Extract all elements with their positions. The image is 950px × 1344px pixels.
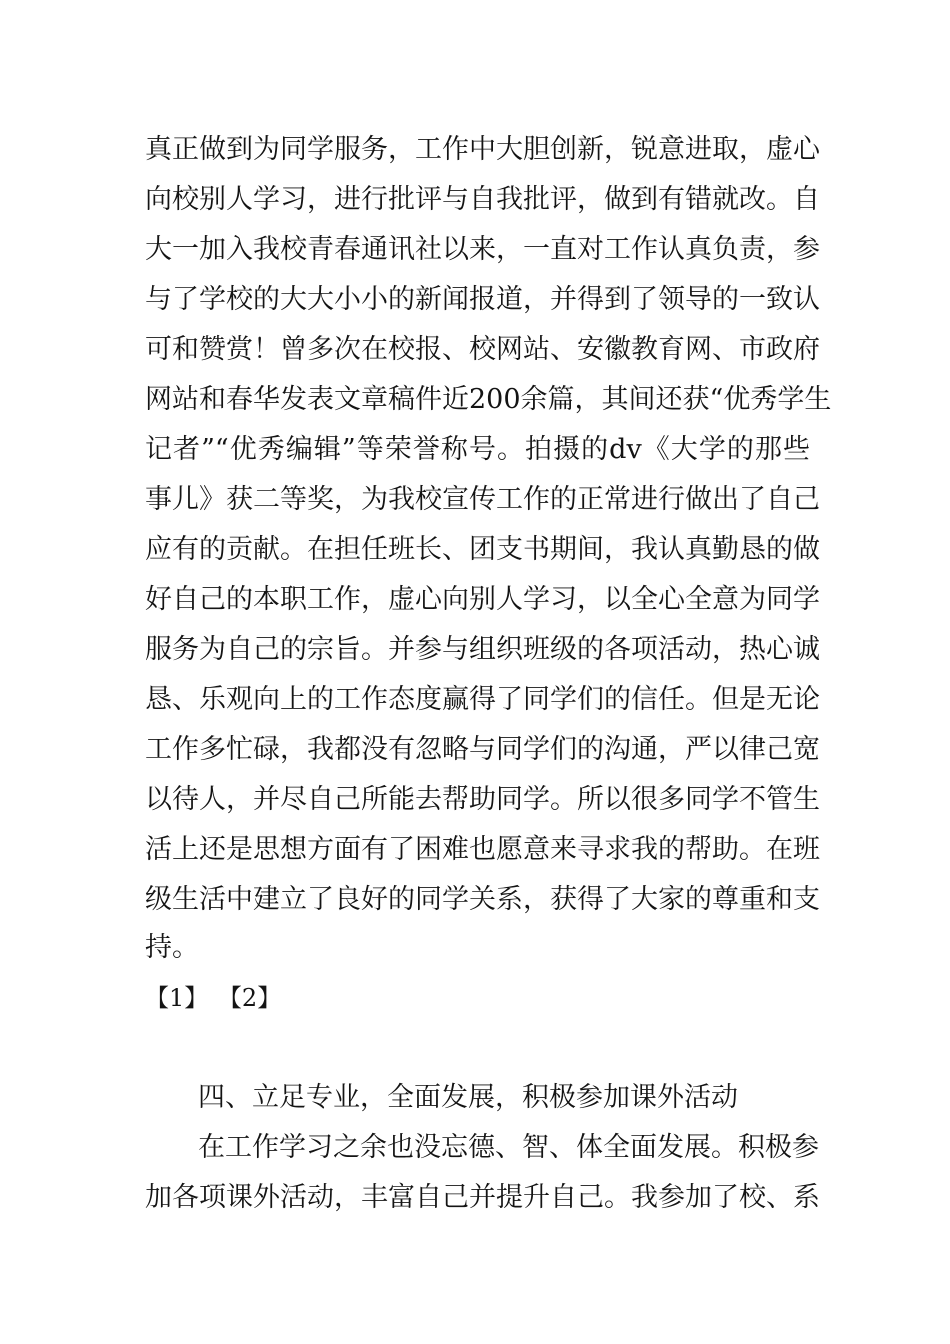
section-heading: 四、立足专业，全面发展，积极参加课外活动	[198, 1082, 738, 1113]
body-text-line: 服务为自己的宗旨。并参与组织班级的各项活动，热心诚	[145, 634, 820, 665]
body-text-line: 恳、乐观向上的工作态度赢得了同学们的信任。但是无论	[145, 684, 820, 715]
page-link-2[interactable]: 【2】	[217, 984, 282, 1012]
pagination	[145, 978, 283, 1018]
body-text-line: 记者”“优秀编辑”等荣誉称号。拍摄的dv《大学的那些	[145, 434, 810, 465]
body-text-line: 向校别人学习，进行批评与自我批评，做到有错就改。自	[145, 184, 820, 215]
body-text-line: 持。	[145, 932, 199, 963]
body-text-line: 可和赞赏！曾多次在校报、校网站、安徽教育网、市政府	[145, 334, 820, 365]
page-link-1[interactable]: 【1】	[145, 984, 209, 1012]
body-text-line: 加各项课外活动，丰富自己并提升自己。我参加了校、系	[145, 1182, 820, 1213]
body-text-line: 事儿》获二等奖，为我校宣传工作的正常进行做出了自己	[145, 484, 820, 515]
body-text-line: 级生活中建立了良好的同学关系，获得了大家的尊重和支	[145, 884, 820, 915]
body-text-line: 工作多忙碌，我都没有忽略与同学们的沟通，严以律己宽	[145, 734, 820, 765]
body-text-line: 与了学校的大大小小的新闻报道，并得到了领导的一致认	[145, 284, 820, 315]
body-text-line: 应有的贡献。在担任班长、团支书期间，我认真勤恳的做	[145, 534, 820, 565]
body-text-line: 网站和春华发表文章稿件近200余篇，其间还获“优秀学生	[145, 384, 832, 415]
body-text-line: 以待人，并尽自己所能去帮助同学。所以很多同学不管生	[145, 784, 820, 815]
body-text-line: 真正做到为同学服务，工作中大胆创新，锐意进取，虚心	[145, 134, 820, 165]
body-text-line: 在工作学习之余也没忘德、智、体全面发展。积极参	[198, 1132, 819, 1163]
body-text-line: 大一加入我校青春通讯社以来，一直对工作认真负责，参	[145, 234, 820, 265]
body-text-line: 活上还是思想方面有了困难也愿意来寻求我的帮助。在班	[145, 834, 820, 865]
body-text-line: 好自己的本职工作，虚心向别人学习，以全心全意为同学	[145, 584, 820, 615]
